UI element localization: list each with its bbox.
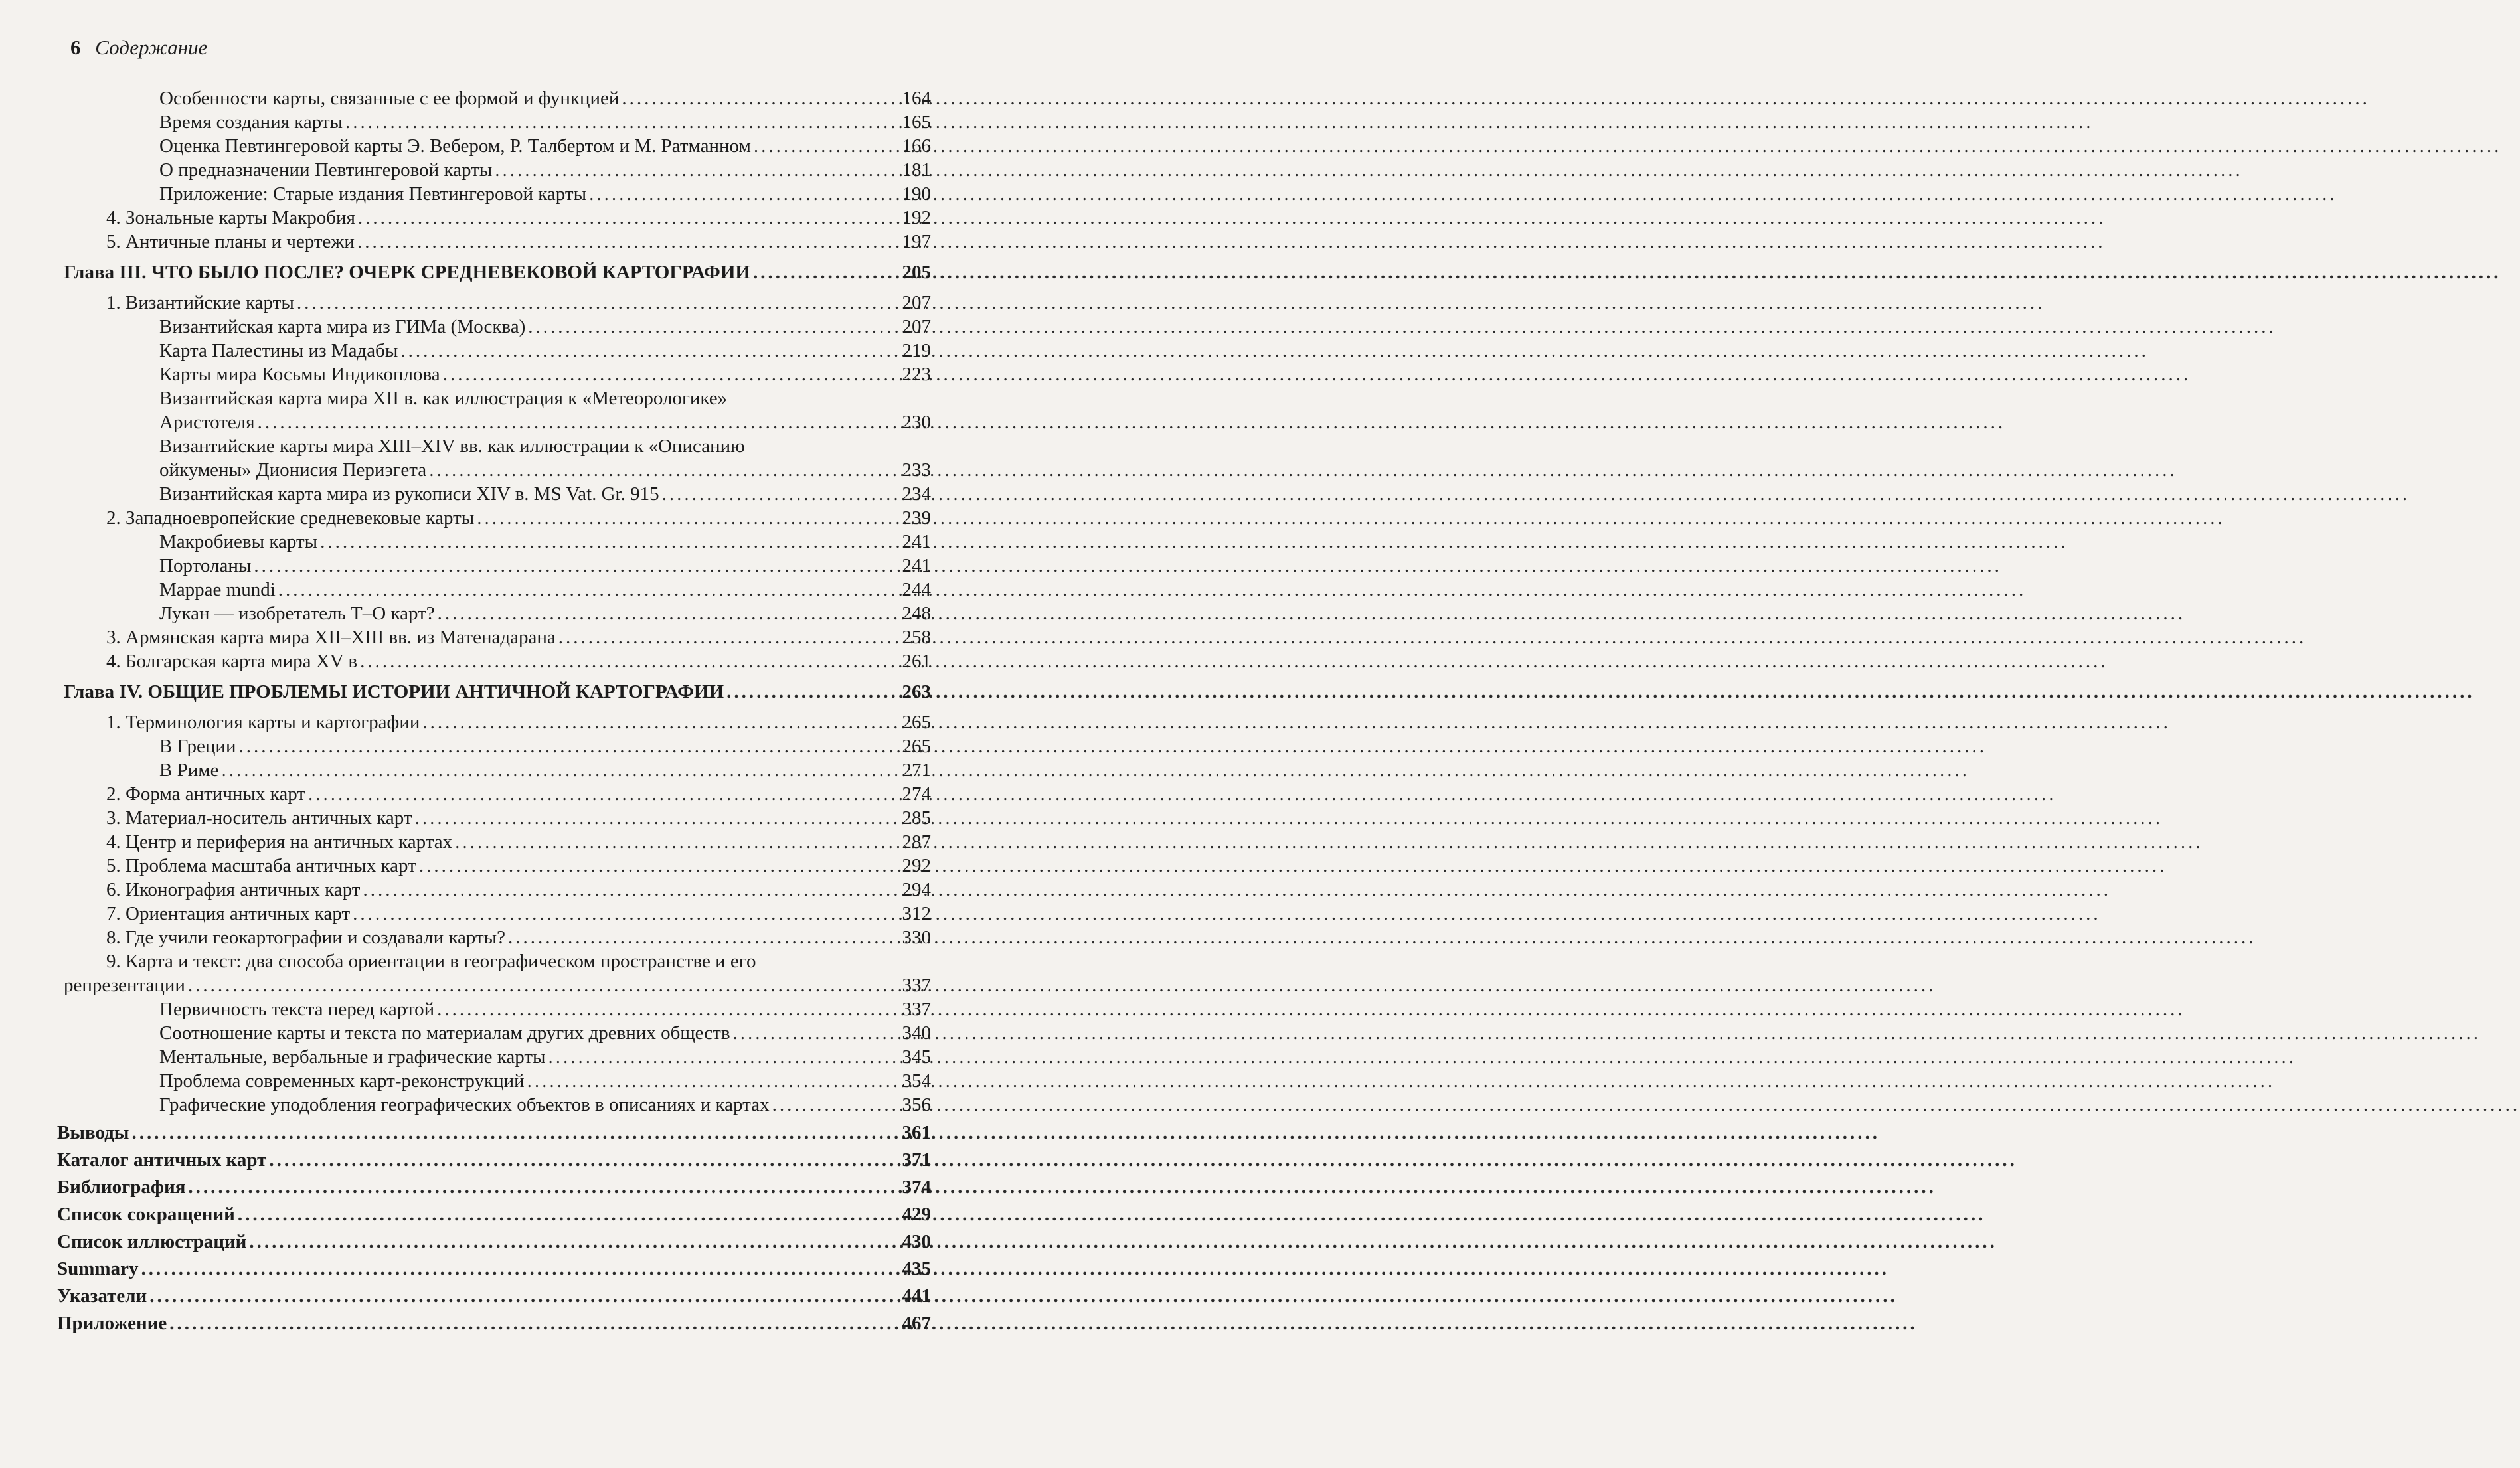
toc-entry-page: 330 bbox=[902, 927, 931, 948]
dot-leader bbox=[297, 289, 898, 316]
toc-entry-title: Проблема современных карт-реконструкций bbox=[159, 1070, 525, 1092]
toc-entry bbox=[106, 624, 931, 651]
toc-entry bbox=[64, 259, 931, 285]
toc-entry bbox=[106, 781, 931, 807]
toc-entry-title-continuation: репрезентации bbox=[64, 975, 185, 996]
toc-entry bbox=[159, 996, 931, 1022]
toc-entry-title: Список сокращений bbox=[57, 1204, 235, 1225]
toc-entry-page: 435 bbox=[902, 1258, 931, 1279]
running-title: Содержание bbox=[95, 36, 208, 59]
toc-entry-title: В Риме bbox=[159, 760, 219, 781]
dot-leader bbox=[238, 733, 898, 760]
toc-entry-title: 6. Иконография античных карт bbox=[106, 879, 361, 900]
dot-leader bbox=[269, 1147, 898, 1173]
toc-entry-page: 371 bbox=[902, 1149, 931, 1171]
toc-entry-page: 263 bbox=[902, 681, 931, 702]
toc-entry-page: 258 bbox=[902, 627, 931, 648]
dot-leader bbox=[548, 1044, 898, 1070]
toc-entry-title: В Греции bbox=[159, 736, 236, 757]
toc-entry-title: 7. Ориентация античных карт bbox=[106, 903, 351, 924]
toc-entry-page: 190 bbox=[902, 183, 931, 204]
dot-leader bbox=[753, 259, 898, 285]
dot-leader bbox=[415, 805, 898, 831]
toc-entry bbox=[159, 576, 931, 603]
dot-leader bbox=[772, 1092, 898, 1118]
toc-entry bbox=[159, 133, 931, 159]
toc-entry bbox=[106, 709, 931, 736]
toc-entry-title: Византийская карта мира из рукописи XIV в. MS Vat. Gr. 915 bbox=[159, 483, 659, 505]
dot-leader bbox=[528, 313, 898, 340]
toc-entry bbox=[159, 1020, 931, 1046]
toc-entry-page: 165 bbox=[902, 112, 931, 133]
toc-entry-page: 430 bbox=[902, 1231, 931, 1252]
toc-entry-title: Портоланы bbox=[159, 555, 252, 576]
toc-entry bbox=[57, 1283, 931, 1309]
toc-entry-page: 205 bbox=[902, 262, 931, 283]
toc-entry bbox=[57, 1256, 931, 1282]
toc-entry-title: 8. Где учили геокартографии и создавали карты? bbox=[106, 927, 506, 948]
toc-entry-title: 2. Западноевропейские средневековые карты bbox=[106, 507, 475, 529]
dot-leader bbox=[353, 900, 898, 927]
toc-entry bbox=[57, 1201, 931, 1228]
toc-entry-page: 285 bbox=[902, 807, 931, 829]
toc-entry-page: 230 bbox=[902, 412, 931, 433]
toc-entry bbox=[159, 1068, 931, 1094]
toc-entry-page: 274 bbox=[902, 783, 931, 805]
toc-entry bbox=[57, 1119, 931, 1146]
toc-entry-page: 337 bbox=[902, 999, 931, 1020]
dot-leader bbox=[149, 1283, 898, 1309]
toc-entry-title: 4. Центр и периферия на античных картах bbox=[106, 831, 453, 853]
toc-entry bbox=[159, 361, 931, 388]
toc-entry-title: Византийские карты мира XIII–XIV вв. как иллюстрации к «Описанию bbox=[159, 436, 745, 457]
dot-leader bbox=[527, 1068, 898, 1094]
dot-leader bbox=[249, 1228, 898, 1255]
dot-leader bbox=[477, 505, 898, 531]
toc-entry-title: Карты мира Косьмы Индикоплова bbox=[159, 364, 440, 385]
dot-leader bbox=[254, 552, 898, 579]
toc-entry-title: Графические уподобления географических объектов в описаниях и картах bbox=[159, 1094, 770, 1115]
toc-entry-title: 5. Античные планы и чертежи bbox=[106, 231, 355, 252]
toc-entry-page: 265 bbox=[902, 712, 931, 733]
toc-entry-page: 354 bbox=[902, 1070, 931, 1092]
toc-entry bbox=[159, 85, 931, 112]
toc-entry-page: 207 bbox=[902, 292, 931, 313]
toc-entry-page: 340 bbox=[902, 1022, 931, 1044]
toc-entry-title: 4. Зональные карты Макробия bbox=[106, 207, 355, 228]
toc-entry-title: Приложение: Старые издания Певтингеровой карты bbox=[159, 183, 587, 204]
toc-entry-title: 9. Карта и текст: два способа ориентации в географическом пространстве и его bbox=[106, 951, 756, 972]
toc-entry bbox=[106, 853, 931, 879]
toc-entry-title: Список иллюстраций bbox=[57, 1231, 247, 1252]
toc-entry-page: 361 bbox=[902, 1122, 931, 1143]
dot-leader bbox=[221, 757, 898, 783]
toc-entry-title: Ментальные, вербальные и графические карты bbox=[159, 1046, 546, 1068]
toc-entry-title: Лукан — изобретатель T–O карт? bbox=[159, 603, 435, 624]
dot-leader bbox=[188, 1174, 898, 1200]
toc-entry-page: 441 bbox=[902, 1285, 931, 1307]
dot-leader bbox=[429, 457, 898, 483]
dot-leader bbox=[258, 409, 898, 436]
dot-leader bbox=[278, 576, 898, 603]
toc-entry-page: 261 bbox=[902, 651, 931, 672]
dot-leader bbox=[131, 1119, 898, 1146]
toc-entry-title: Библиография bbox=[57, 1177, 186, 1198]
toc-entry bbox=[106, 900, 931, 927]
toc-entry-page: 271 bbox=[902, 760, 931, 781]
toc-entry-title-continuation: ойкумены» Дионисия Периэгета bbox=[159, 459, 427, 481]
dot-leader bbox=[438, 600, 898, 627]
toc-entry-title: Приложение bbox=[57, 1313, 167, 1334]
dot-leader bbox=[357, 228, 898, 255]
toc-entry bbox=[106, 876, 931, 903]
toc-entry-page: 294 bbox=[902, 879, 931, 900]
toc-entry-title: 2. Форма античных карт bbox=[106, 783, 305, 805]
dot-leader bbox=[622, 85, 898, 112]
dot-leader bbox=[320, 529, 898, 555]
toc-entry-title: Глава IV. ОБЩИЕ ПРОБЛЕМЫ ИСТОРИИ АНТИЧНОЙ КАРТОГРАФИИ bbox=[64, 681, 724, 702]
dot-leader bbox=[443, 361, 898, 388]
toc-entry-page: 248 bbox=[902, 603, 931, 624]
toc-entry-page: 233 bbox=[902, 459, 931, 481]
toc-entry bbox=[106, 505, 931, 531]
dot-leader bbox=[238, 1201, 898, 1228]
toc-entry-title: Византийская карта мира XII в. как иллюстрация к «Метеорологике» bbox=[159, 388, 728, 409]
toc-entry-title: Макробиевы карты bbox=[159, 531, 318, 552]
running-header bbox=[70, 35, 207, 61]
dot-leader bbox=[558, 624, 898, 651]
dot-leader bbox=[141, 1256, 898, 1282]
toc-entry bbox=[159, 181, 931, 207]
toc-entry-title: Оценка Певтингеровой карты Э. Вебером, Р. Талбертом и М. Ратманном bbox=[159, 135, 751, 157]
toc-entry-title: Указатели bbox=[57, 1285, 147, 1307]
toc-entry bbox=[159, 457, 931, 483]
toc-entry bbox=[106, 829, 931, 855]
toc-entry-page: 356 bbox=[902, 1094, 931, 1115]
toc-entry bbox=[57, 1147, 931, 1173]
toc-entry bbox=[57, 1228, 931, 1255]
toc-entry-page: 192 bbox=[902, 207, 931, 228]
toc-entry bbox=[159, 1092, 931, 1118]
toc-entry bbox=[64, 679, 931, 705]
dot-leader bbox=[188, 972, 898, 999]
toc-entry bbox=[159, 733, 931, 760]
toc-entry-page: 241 bbox=[902, 555, 931, 576]
toc-entry bbox=[159, 157, 931, 183]
toc-entry-page: 197 bbox=[902, 231, 931, 252]
toc-entry bbox=[159, 1044, 931, 1070]
toc-entry-page: 287 bbox=[902, 831, 931, 853]
toc-entry-page: 337 bbox=[902, 975, 931, 996]
toc-entry-page: 164 bbox=[902, 88, 931, 109]
dot-leader bbox=[169, 1310, 898, 1337]
dot-leader bbox=[754, 133, 898, 159]
dot-leader bbox=[455, 829, 898, 855]
toc-entry bbox=[159, 552, 931, 579]
toc-entry-page: 312 bbox=[902, 903, 931, 924]
dot-leader bbox=[400, 337, 898, 364]
dot-leader bbox=[422, 709, 898, 736]
dot-leader bbox=[495, 157, 898, 183]
dot-leader bbox=[437, 996, 898, 1022]
toc-entry-title: О предназначении Певтингеровой карты bbox=[159, 159, 493, 181]
toc-entry-title: Особенности карты, связанные с ее формой и функцией bbox=[159, 88, 620, 109]
toc-entry-title: Summary bbox=[57, 1258, 139, 1279]
toc-entry-page: 181 bbox=[902, 159, 931, 181]
toc-entry-title: Глава III. ЧТО БЫЛО ПОСЛЕ? ОЧЕРК СРЕДНЕВЕКОВОЙ КАРТОГРАФИИ bbox=[64, 262, 750, 283]
toc-entry bbox=[106, 924, 931, 951]
toc-entry bbox=[159, 529, 931, 555]
toc-entry-page: 374 bbox=[902, 1177, 931, 1198]
toc-entry bbox=[106, 204, 931, 231]
toc-entry bbox=[106, 648, 931, 675]
toc-entry-title: Каталог античных карт bbox=[57, 1149, 267, 1171]
toc-entry-title: 5. Проблема масштаба античных карт bbox=[106, 855, 416, 876]
toc-entry bbox=[159, 481, 931, 507]
toc-entry-title: Первичность текста перед картой bbox=[159, 999, 435, 1020]
toc-entry-title: 1. Византийские карты bbox=[106, 292, 294, 313]
toc-entry-title: Византийская карта мира из ГИМа (Москва) bbox=[159, 316, 526, 337]
toc-entry-title: Соотношение карты и текста по материалам других древних обществ bbox=[159, 1022, 730, 1044]
dot-leader bbox=[308, 781, 898, 807]
toc-entry bbox=[159, 109, 931, 135]
toc-entry-page: 345 bbox=[902, 1046, 931, 1068]
dot-leader bbox=[419, 853, 898, 879]
toc-entry bbox=[159, 757, 931, 783]
toc-entry-title: 1. Терминология карты и картографии bbox=[106, 712, 420, 733]
toc-entry-title-continuation: Аристотеля bbox=[159, 412, 255, 433]
dot-leader bbox=[589, 181, 898, 207]
dot-leader bbox=[358, 204, 898, 231]
toc-entry-page: 292 bbox=[902, 855, 931, 876]
toc-entry-title: 3. Материал-носитель античных карт bbox=[106, 807, 412, 829]
toc-entry bbox=[106, 289, 931, 316]
toc-entry-page: 241 bbox=[902, 531, 931, 552]
toc-entry-title: 4. Болгарская карта мира XV в bbox=[106, 651, 358, 672]
dot-leader bbox=[363, 876, 898, 903]
toc-entry-page: 429 bbox=[902, 1204, 931, 1225]
dot-leader bbox=[733, 1020, 898, 1046]
toc-entry bbox=[57, 1310, 931, 1337]
dot-leader bbox=[726, 679, 898, 705]
toc-entry-page: 223 bbox=[902, 364, 931, 385]
toc-entry-page: 234 bbox=[902, 483, 931, 505]
toc-entry-title: Время создания карты bbox=[159, 112, 343, 133]
toc-entry-title: Карта Палестины из Мадабы bbox=[159, 340, 398, 361]
toc-entry bbox=[159, 600, 931, 627]
page-number: 6 bbox=[70, 36, 81, 59]
toc-entry-page: 467 bbox=[902, 1313, 931, 1334]
toc-entry-title: Выводы bbox=[57, 1122, 129, 1143]
toc-entry bbox=[106, 805, 931, 831]
toc-entry bbox=[57, 1174, 931, 1200]
toc-entry-page: 244 bbox=[902, 579, 931, 600]
toc-entry-page: 239 bbox=[902, 507, 931, 529]
toc-entry bbox=[159, 313, 931, 340]
toc-entry bbox=[64, 972, 931, 999]
dot-leader bbox=[345, 109, 898, 135]
dot-leader bbox=[360, 648, 898, 675]
toc-entry-title: 3. Армянская карта мира XII–XIII вв. из Матенадарана bbox=[106, 627, 556, 648]
toc-entry bbox=[159, 409, 931, 436]
toc-entry bbox=[106, 228, 931, 255]
dot-leader bbox=[662, 481, 898, 507]
toc-entry bbox=[159, 337, 931, 364]
toc-entry-page: 265 bbox=[902, 736, 931, 757]
toc-entry-page: 207 bbox=[902, 316, 931, 337]
toc-entry-page: 166 bbox=[902, 135, 931, 157]
dot-leader bbox=[508, 924, 898, 951]
toc-entry-title: Mappae mundi bbox=[159, 579, 276, 600]
toc-entry-page: 219 bbox=[902, 340, 931, 361]
